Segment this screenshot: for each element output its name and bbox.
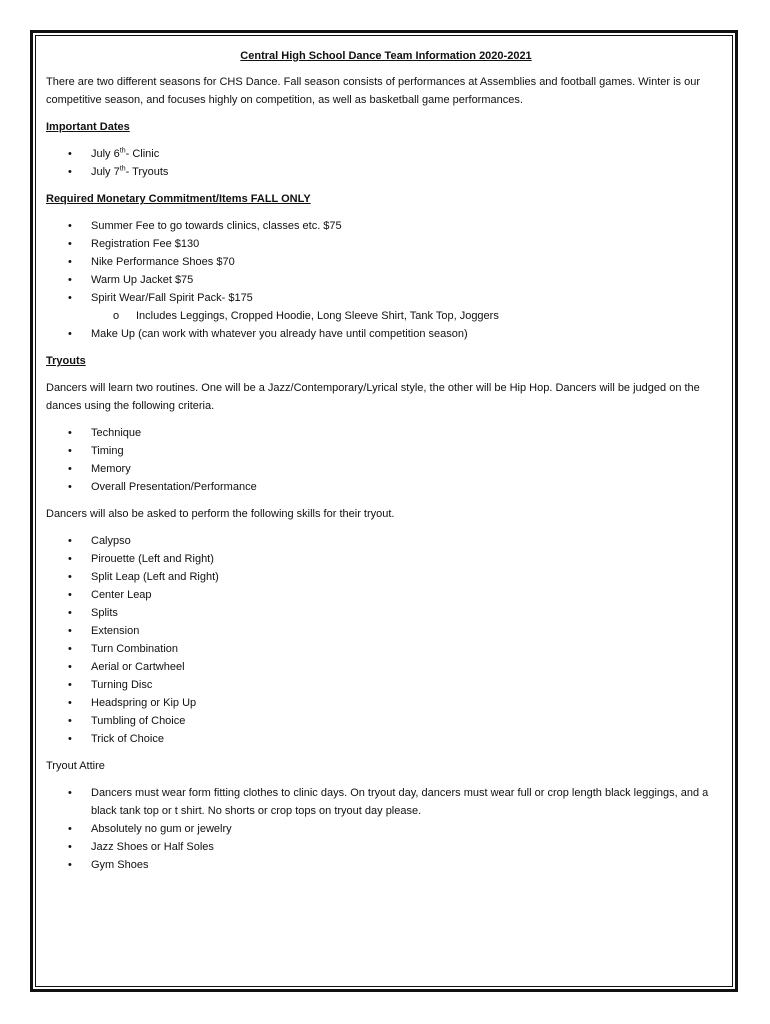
bullet-icon: • [68,625,72,637]
commitment-item: Make Up (can work with whatever you already have until competition season) [91,328,468,340]
criteria-list [46,424,726,496]
list-item [46,460,726,478]
list-item [46,325,726,343]
bullet-icon: • [68,643,72,655]
commitment-item: Summer Fee to go towards clinics, classes etc. $75 [91,220,342,232]
skills-list [46,532,726,748]
attire-item: Absolutely no gum or jewelry [91,823,232,835]
bullet-icon: • [68,679,72,691]
commitment-list [46,217,726,343]
bullet-icon: • [68,463,72,475]
sub-bullet-icon: o [113,310,120,322]
date-prefix: July 6 [91,148,120,160]
list-item [46,532,726,550]
bullet-icon: • [68,274,72,286]
list-item [46,838,726,856]
skill-item: Trick of Choice [91,733,164,745]
bullet-icon: • [68,148,72,160]
bullet-icon: • [68,661,72,673]
skill-item: Aerial or Cartwheel [91,661,185,673]
list-item [46,856,726,874]
list-item [46,478,726,496]
attire-item: Gym Shoes [91,859,149,871]
criteria-item: Timing [91,445,124,457]
criteria-item: Technique [91,427,142,439]
commitment-item: Registration Fee $130 [91,238,200,250]
list-item [46,253,726,271]
bullet-icon: • [68,571,72,583]
bullet-icon: • [68,220,72,232]
skill-item: Tumbling of Choice [91,715,186,727]
commitment-item: Nike Performance Shoes $70 [91,256,235,268]
important-dates-list [46,145,726,181]
commitment-sublist [91,307,726,325]
list-item [46,424,726,442]
skills-intro: Dancers will also be asked to perform the following skills for their tryout. [46,508,395,520]
date-prefix: July 7 [91,166,120,178]
bullet-icon: • [68,715,72,727]
bullet-icon: • [68,256,72,268]
list-item [46,235,726,253]
bullet-icon: • [68,292,72,304]
commitment-item: Spirit Wear/Fall Spirit Pack- $175 [91,292,253,304]
bullet-icon: • [68,445,72,457]
date-ordinal: th [119,147,126,155]
bullet-icon: • [68,697,72,709]
bullet-icon: • [68,733,72,745]
list-item [46,586,726,604]
list-item [46,658,726,676]
list-item [46,730,726,748]
bullet-icon: • [68,841,72,853]
skill-item: Split Leap (Left and Right) [91,571,219,583]
list-item [46,640,726,658]
criteria-item: Overall Presentation/Performance [91,481,257,493]
list-item [46,784,726,820]
document-body [46,47,726,883]
list-item [46,217,726,235]
important-dates-heading: Important Dates [46,121,130,133]
criteria-item: Memory [91,463,131,475]
list-item [46,622,726,640]
list-item [46,289,726,325]
skill-item: Extension [91,625,140,637]
bullet-icon: • [68,553,72,565]
date-ordinal: th [119,165,126,173]
bullet-icon: • [68,166,72,178]
bullet-icon: • [68,481,72,493]
commitment-sub-item: Includes Leggings, Cropped Hoodie, Long Sleeve Shirt, Tank Top, Joggers [136,310,499,322]
skill-item: Headspring or Kip Up [91,697,197,709]
skill-item: Center Leap [91,589,152,601]
list-item [46,550,726,568]
skill-item: Turning Disc [91,679,153,691]
bullet-icon: • [68,328,72,340]
list-item [46,145,726,163]
commitment-item: Warm Up Jacket $75 [91,274,194,286]
sub-list-item [91,307,726,325]
list-item [46,604,726,622]
list-item [46,163,726,181]
attire-item: Dancers must wear form fitting clothes to clinic days. On tryout day, dancers must wear full or crop length black leggings, and a black tank top or t shirt. No shorts or crop tops on tryout day please. [91,787,709,817]
commitment-heading: Required Monetary Commitment/Items FALL ONLY [46,193,311,205]
bullet-icon: • [68,589,72,601]
bullet-icon: • [68,823,72,835]
skill-item: Pirouette (Left and Right) [91,553,214,565]
list-item [46,442,726,460]
skill-item: Splits [91,607,118,619]
bullet-icon: • [68,535,72,547]
list-item [46,820,726,838]
bullet-icon: • [68,427,72,439]
attire-item: Jazz Shoes or Half Soles [91,841,214,853]
date-suffix: - Clinic [125,148,160,160]
list-item [46,694,726,712]
intro-paragraph: There are two different seasons for CHS Dance. Fall season consists of performances at Assemblies and football games. Winter is our competitive season, and focuses highly on competition, as well as basketball game performances. [46,76,700,106]
list-item [46,712,726,730]
skill-item: Calypso [91,535,131,547]
bullet-icon: • [68,859,72,871]
skill-item: Turn Combination [91,643,179,655]
attire-list [46,784,726,874]
list-item [46,271,726,289]
bullet-icon: • [68,607,72,619]
bullet-icon: • [68,787,72,799]
list-item [46,676,726,694]
bullet-icon: • [68,238,72,250]
date-suffix: - Tryouts [125,166,169,178]
tryouts-heading: Tryouts [46,355,86,367]
attire-heading: Tryout Attire [46,760,105,772]
tryouts-intro: Dancers will learn two routines. One will be a Jazz/Contemporary/Lyrical style, the other will be Hip Hop. Dancers will be judged on the dances using the following criteria. [46,382,700,412]
document-title: Central High School Dance Team Information 2020-2021 [240,50,532,62]
list-item [46,568,726,586]
